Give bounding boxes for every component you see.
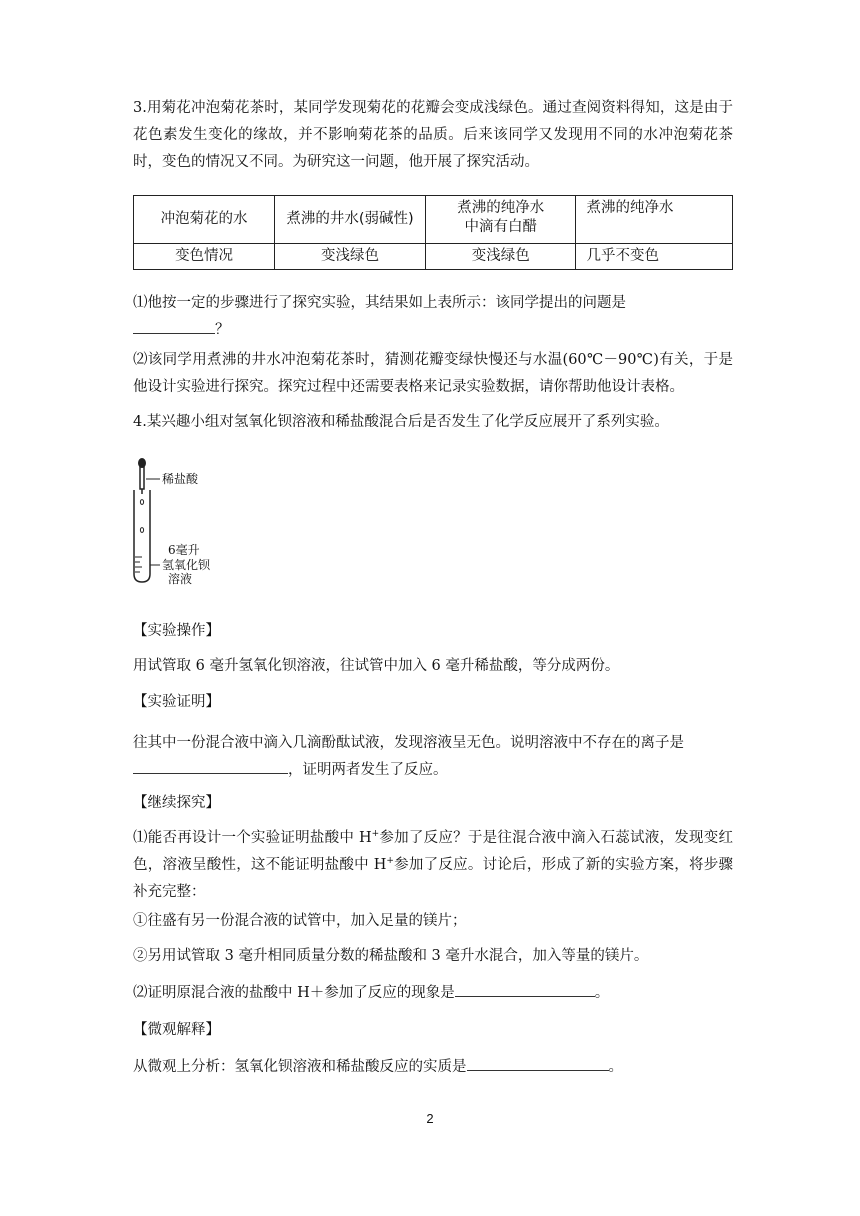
answer-blank[interactable] (455, 981, 595, 997)
explore2-end: 。 (594, 985, 610, 1001)
table-header-cell: 煮沸的纯净水 (576, 196, 733, 244)
section-operation (133, 618, 733, 645)
label-volume: 6毫升 (168, 543, 200, 557)
explore2-text: ⑵证明原混合液的盐酸中 H＋参加了反应的现象是 (133, 985, 455, 1001)
label-solution: 溶液 (168, 572, 193, 586)
step-1 (133, 908, 733, 935)
table-header-row (134, 196, 733, 244)
proof-text: 往其中一份混合液中滴入几滴酚酞试液，发现溶液呈无色。说明溶液中不存在的离子是 (133, 735, 684, 751)
answer-blank[interactable] (133, 758, 288, 774)
drop (140, 500, 143, 505)
step-2-text: ②另用试管取 3 毫升相同质量分数的稀盐酸和 3 毫升水混合，加入等量的镁片。 (133, 948, 649, 964)
section-heading: 【实验操作】 (133, 623, 220, 639)
question-3-intro (133, 95, 733, 176)
section-heading: 【继续探究】 (133, 795, 220, 811)
table-row (134, 244, 733, 270)
question-4-intro (133, 409, 733, 436)
answer-blank[interactable] (467, 1055, 609, 1071)
q3-intro-text: 3.用菊花冲泡菊花茶时，某同学发现菊花的花瓣会变成浅绿色。通过查阅资料得知，这是由于花色素发生变化的缘故，并不影响菊花茶的品质。后来该同学又发现用不同的水冲泡菊花茶时，变色的情况又不同。为研究这一问题，他开展了探究活动。 (133, 100, 733, 170)
superscript-plus: + (386, 856, 394, 867)
operation-text-block (133, 653, 733, 680)
micro-text-block (133, 1054, 733, 1081)
table-header-cell: 煮沸的纯净水 中滴有白醋 (425, 196, 576, 244)
step-1-text: ①往盛有另一份混合液的试管中，加入足量的镁片； (133, 913, 467, 929)
label-base: 氢氧化钡 (162, 558, 211, 572)
test-tube (134, 490, 150, 582)
explore-part-1 (133, 825, 733, 906)
answer-blank[interactable] (133, 318, 215, 334)
q3-part1-text: ⑴他按一定的步骤进行了探究实验，其结果如上表所示：该同学提出的问题是 (133, 295, 626, 311)
q4-intro-text: 4.某兴趣小组对氢氧化钡溶液和稀盐酸混合后是否发生了化学反应展开了系列实验。 (133, 414, 669, 430)
question-3-part-1 (133, 290, 733, 344)
micro-end: 。 (608, 1059, 623, 1075)
table-cell: 变浅绿色 (425, 244, 576, 270)
proof-end: ，证明两者发生了反应。 (288, 762, 448, 778)
section-micro (133, 1017, 733, 1044)
proof-text-block (133, 730, 733, 784)
explore1-text-b: 参加了反应？于是往混合液中滴入石蕊试液，发现变红色，溶液呈酸性，这不能证明盐酸中 H (133, 830, 733, 873)
question-3-part-2 (133, 347, 733, 401)
label-acid: 稀盐酸 (162, 472, 199, 486)
table-cell: 变浅绿色 (275, 244, 426, 270)
explore-part-2 (133, 980, 733, 1007)
explore1-text-c: 参加了反应。讨论后，形成了新的实验方案，将步骤补充完整： (133, 857, 733, 900)
table-header-cell: 煮沸的井水(弱碱性) (275, 196, 426, 244)
page-number: 2 (426, 1111, 434, 1126)
table-cell: 变色情况 (134, 244, 275, 270)
q3-part1-end: ？ (215, 322, 230, 338)
q3-part2-text: ⑵该同学用煮沸的井水冲泡菊花茶时，猜测花瓣变绿快慢还与水温(60℃－90℃)有关，于是他设计实验进行探究。探究过程中还需要表格来记录实验数据，请你帮助他设计表格。 (133, 352, 733, 395)
section-explore (133, 790, 733, 817)
table-cell: 几乎不变色 (576, 244, 733, 270)
operation-text: 用试管取 6 毫升氢氧化钡溶液，往试管中加入 6 毫升稀盐酸，等分成两份。 (133, 658, 620, 674)
drop (140, 528, 143, 533)
explore1-text-a: ⑴能否再设计一个实验证明盐酸中 H (133, 830, 372, 846)
step-2 (133, 943, 733, 970)
table-header-cell: 冲泡菊花的水 (134, 196, 275, 244)
micro-text: 从微观上分析：氢氧化钡溶液和稀盐酸反应的实质是 (133, 1059, 467, 1075)
section-heading: 【实验证明】 (133, 694, 220, 710)
test-tube-figure (128, 452, 238, 592)
observation-table (133, 195, 733, 270)
section-heading: 【微观解释】 (133, 1022, 220, 1038)
section-proof (133, 689, 733, 716)
dropper-stem (140, 467, 144, 489)
superscript-plus: + (371, 829, 380, 840)
